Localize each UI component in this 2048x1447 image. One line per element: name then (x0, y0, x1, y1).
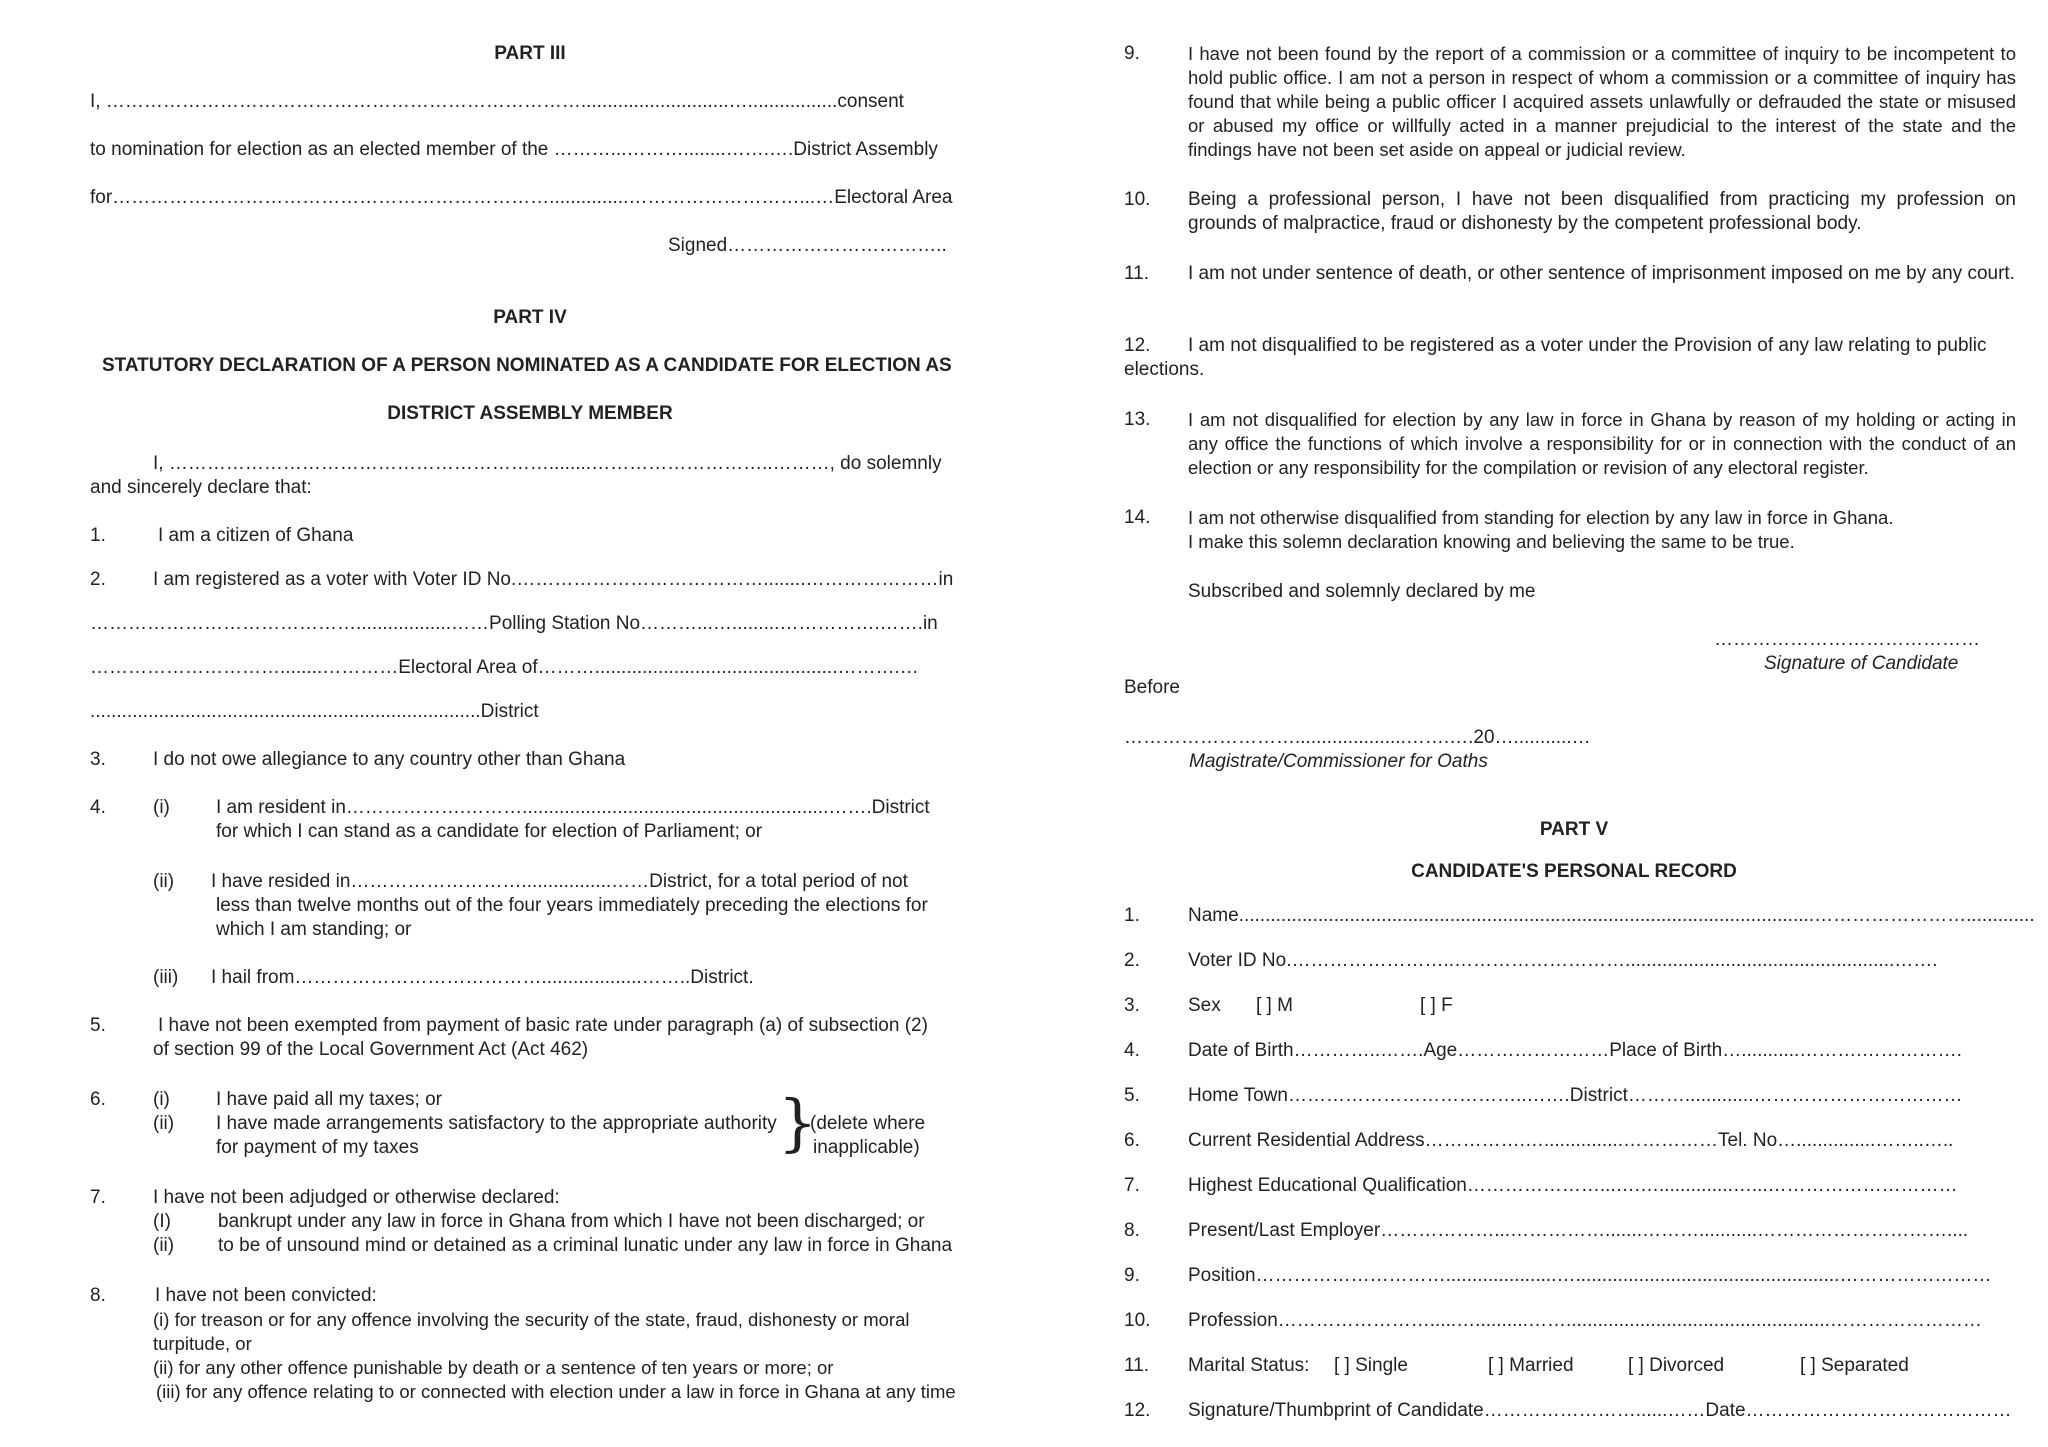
item-8-text: I have not been convicted: (155, 1285, 377, 1306)
item-6-number: 6. (90, 1089, 106, 1110)
delete-note-line1: (delete where (810, 1113, 926, 1134)
before-label: Before (1124, 677, 1180, 698)
record-10-number: 10. (1124, 1310, 1151, 1331)
item-4i-number: (i) (153, 797, 170, 818)
item-8i-line1: (i) for treason or for any offence involving the security of the state, fraud, dishonesty or moral (153, 1309, 910, 1330)
item-4iii-number: (iii) (153, 967, 179, 988)
item-7-number: 7. (90, 1187, 106, 1208)
item-2-line2: ……………………………………..................……Polling Station No………...….........…………….…….in (90, 613, 938, 634)
record-hometown-field: Home Town………………………………..…….District……….............…………………………… (1188, 1085, 1963, 1106)
marital-separated-checkbox: [ ] Separated (1800, 1355, 1909, 1376)
record-1-number: 1. (1124, 905, 1140, 926)
record-education-field: Highest Educational Qualification…………………...….…..............…...………………………… (1188, 1175, 1958, 1196)
record-position-field: Position………………………….....................…..................................................…………………… (1188, 1265, 1992, 1286)
record-12-number: 12. (1124, 1400, 1151, 1421)
part4-heading-line1: STATUTORY DECLARATION OF A PERSON NOMINATED AS A CANDIDATE FOR ELECTION AS (102, 355, 952, 376)
item-6ii-line1: I have made arrangements satisfactory to the appropriate authority (216, 1113, 777, 1134)
item-4-number: 4. (90, 797, 106, 818)
record-4-number: 4. (1124, 1040, 1140, 1061)
item-12-line1: I am not disqualified to be registered as a voter under the Provision of any law relating to public (1188, 335, 1987, 356)
item-8ii-text: (ii) for any other offence punishable by death or a sentence of ten years or more; or (153, 1357, 834, 1378)
item-13-number: 13. (1124, 409, 1151, 430)
item-4ii-line1: I have resided in……………………….................……District, for a total period of not (211, 871, 908, 892)
record-employer-field: Present/Last Employer………………...…………….......………...........………………………….... (1188, 1220, 1969, 1241)
right-brace: } (778, 1086, 818, 1159)
item-8iii-text: (iii) for any offence relating to or connected with election under a law in force in Ghana at any time (156, 1381, 956, 1402)
item-2-text: I am registered as a voter with Voter ID No.…………………………………........…………………in (153, 569, 954, 590)
item-11-number: 11. (1124, 263, 1150, 284)
part4-title: PART IV (493, 307, 567, 328)
item-6i-text: I have paid all my taxes; or (216, 1089, 442, 1110)
sex-male-checkbox: [ ] M (1256, 995, 1293, 1016)
item-6ii-number: (ii) (153, 1113, 175, 1134)
item-7ii-text: to be of unsound mind or detained as a criminal lunatic under any law in force in Ghana (218, 1235, 953, 1256)
candidate-signature-line: …………………………………… (1714, 629, 1980, 650)
item-3-text: I do not owe allegiance to any country other than Ghana (153, 749, 626, 770)
part3-signed-line: Signed…………………………….. (668, 235, 947, 256)
item-1-text: I am a citizen of Ghana (158, 525, 354, 546)
record-6-number: 6. (1124, 1130, 1140, 1151)
item-9-number: 9. (1124, 43, 1140, 64)
declaration-intro-line2: and sincerely declare that: (90, 477, 312, 498)
item-5-line1: I have not been exempted from payment of basic rate under paragraph (a) of subsection (2) (158, 1015, 928, 1036)
record-marital-label: Marital Status: (1188, 1355, 1310, 1376)
marital-divorced-checkbox: [ ] Divorced (1628, 1355, 1725, 1376)
item-1-number: 1. (90, 525, 106, 546)
oath-date-line: ……………………….....................…….….20…...........… (1124, 727, 1591, 748)
item-9-text: I have not been found by the report of a commission or a committee of inquiry to be incompetent to hold public office. I am not a person in respect of whom a commission or a committee of inquiry has found that while being a public officer I acquired assets unlawfully or defrauded the state or misused or abused my office or willfully acted in a manner prejudicial to the interest of the state and the findings have not been set aside on appeal or judicial review. (1188, 43, 2016, 160)
candidate-signature-label: Signature of Candidate (1764, 653, 1959, 674)
record-signature-field: Signature/Thumbprint of Candidate……………………......……Date…………………………………… (1188, 1400, 2012, 1421)
item-14-number: 14. (1124, 507, 1151, 528)
part3-electoral-area-line: for……………………………………………………………...............………………………...…Electoral Area (90, 187, 953, 208)
item-13-text: I am not disqualified for election by any law in force in Ghana by reason of my holding or acting in any office the functions of which involve a responsibility for or in connection with the conduct of an election or any responsibility for the compilation or revision of any electoral register. (1188, 409, 2016, 478)
delete-note-line2: inapplicable) (813, 1137, 920, 1158)
item-8i-line2: turpitude, or (153, 1333, 252, 1354)
item-14-line2: I make this solemn declaration knowing and believing the same to be true. (1188, 531, 1795, 552)
record-3-number: 3. (1124, 995, 1140, 1016)
record-7-number: 7. (1124, 1175, 1140, 1196)
item-6ii-line2: for payment of my taxes (216, 1137, 419, 1158)
item-11-text: I am not under sentence of death, or other sentence of imprisonment imposed on me by any court. (1188, 263, 2015, 284)
part3-nomination-line: to nomination for election as an elected member of the ………...………........…….….District Assembly (90, 139, 938, 160)
item-4i-line1: I am resident in……………….………..........................................................…….District (216, 797, 930, 818)
item-5-line2: of section 99 of the Local Government Act (Act 462) (153, 1039, 589, 1060)
record-2-number: 2. (1124, 950, 1140, 971)
record-voter-id-field: Voter ID No.……………………..………………………...................................................……. (1188, 950, 1938, 971)
item-7i-text: bankrupt under any law in force in Ghana from which I have not been discharged; or (218, 1211, 925, 1232)
item-10-number: 10. (1124, 189, 1151, 210)
record-name-field: Name.............................................................................................................……………………............. (1188, 905, 2035, 926)
item-2-line4: ..........................................................................District (90, 701, 539, 722)
item-4i-line2: for which I can stand as a candidate for election of Parliament; or (216, 821, 763, 842)
item-7ii-number: (ii) (153, 1235, 175, 1256)
item-12-line2: elections. (1124, 359, 1205, 380)
part3-title: PART III (494, 43, 566, 64)
item-5-number: 5. (90, 1015, 106, 1036)
record-birth-field: Date of Birth…………..…….Age……………………Place of Birth…...........……….……………. (1188, 1040, 1962, 1061)
item-6i-number: (i) (153, 1089, 170, 1110)
item-8-number: 8. (90, 1285, 106, 1306)
item-4ii-number: (ii) (153, 871, 175, 892)
item-2-line3: …………………………........…………Electoral Area of………..............................................……….… (90, 657, 919, 678)
record-8-number: 8. (1124, 1220, 1140, 1241)
part3-consent-line: I, …………………………………………………………………............................….................consent (90, 91, 904, 112)
subscribed-text: Subscribed and solemnly declared by me (1188, 581, 1536, 602)
item-3-number: 3. (90, 749, 106, 770)
part5-heading: CANDIDATE'S PERSONAL RECORD (1411, 861, 1737, 882)
part5-title: PART V (1539, 819, 1609, 840)
record-9-number: 9. (1124, 1265, 1140, 1286)
record-5-number: 5. (1124, 1085, 1140, 1106)
record-11-number: 11. (1124, 1355, 1150, 1376)
item-2-number: 2. (90, 569, 106, 590)
magistrate-label: Magistrate/Commissioner for Oaths (1189, 751, 1488, 772)
item-7i-number: (I) (153, 1211, 171, 1232)
item-4ii-line2: less than twelve months out of the four years immediately preceding the elections for (216, 895, 928, 916)
item-10-text: Being a professional person, I have not been disqualified from practicing my profession on grounds of malpractice, fraud or dishonesty by the competent professional body. (1188, 189, 2016, 234)
part4-heading-line2: DISTRICT ASSEMBLY MEMBER (387, 403, 673, 424)
declaration-intro-line1: I, ……………………………………………………........………………………..………, do solemnly (153, 453, 942, 474)
item-12-number: 12. (1124, 335, 1151, 356)
item-14-line1: I am not otherwise disqualified from standing for election by any law in force in Ghana. (1188, 507, 1894, 528)
record-address-field: Current Residential Address…………….…...............……………Tel. No…...............……..….. (1188, 1130, 1954, 1151)
item-7-text: I have not been adjudged or otherwise declared: (153, 1187, 560, 1208)
marital-married-checkbox: [ ] Married (1488, 1355, 1574, 1376)
item-4ii-line3: which I am standing; or (216, 919, 412, 940)
item-4iii-text: I hail from…………………………………...................……..District. (211, 967, 754, 988)
record-profession-field: Profession…………………….....…..........……..................................................…………………… (1188, 1310, 1982, 1331)
record-sex-label: Sex (1188, 995, 1221, 1016)
marital-single-checkbox: [ ] Single (1334, 1355, 1408, 1376)
sex-female-checkbox: [ ] F (1420, 995, 1453, 1016)
